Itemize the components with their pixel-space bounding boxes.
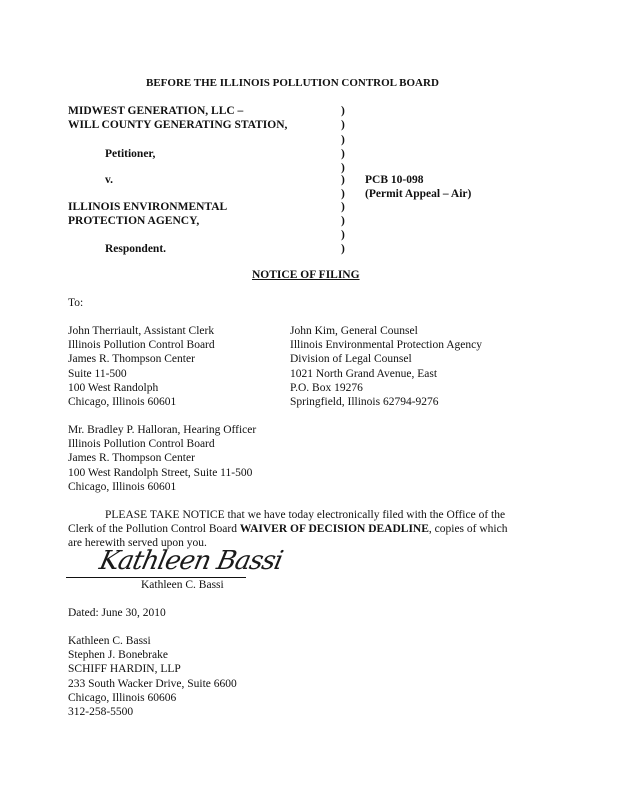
address-line: Division of Legal Counsel xyxy=(290,353,412,366)
address-line: John Therriault, Assistant Clerk xyxy=(68,325,215,337)
counsel-line: SCHIFF HARDIN, LLP xyxy=(68,663,181,676)
respondent-name-line-1: ILLINOIS ENVIRONMENTAL xyxy=(68,201,228,213)
case-type: (Permit Appeal – Air) xyxy=(365,188,472,200)
caption-bracket: ) xyxy=(341,174,345,186)
address-line: Chicago, Illinois 60601 xyxy=(68,480,177,493)
address-line: Suite 11-500 xyxy=(68,367,127,380)
respondent-role: Respondent. xyxy=(105,243,167,255)
address-line: Springfield, Illinois 62794-9276 xyxy=(290,396,439,409)
filing-date: Dated: June 30, 2010 xyxy=(68,607,166,619)
address-line: Illinois Environmental Protection Agency xyxy=(290,339,482,352)
to-label: To: xyxy=(68,297,84,309)
case-number: PCB 10-098 xyxy=(365,174,424,186)
recipient-hearing-officer-address xyxy=(68,423,256,494)
notice-title: NOTICE OF FILING xyxy=(252,269,360,281)
address-line: 1021 North Grand Avenue, East xyxy=(290,367,438,380)
address-line: 100 West Randolph xyxy=(68,381,159,394)
caption-bracket: ) xyxy=(341,162,345,174)
address-line: John Kim, General Counsel xyxy=(290,325,418,337)
signer-name: Kathleen C. Bassi xyxy=(141,579,224,591)
counsel-line: 233 South Wacker Drive, Suite 6600 xyxy=(68,677,237,690)
address-line: Mr. Bradley P. Halloran, Hearing Officer xyxy=(68,424,257,436)
caption-bracket: ) xyxy=(341,119,345,131)
recipient-clerk-address xyxy=(68,324,215,409)
body-text: , copies of which xyxy=(428,523,508,535)
petitioner-role: Petitioner, xyxy=(105,148,156,160)
board-heading: BEFORE THE ILLINOIS POLLUTION CONTROL BOARD xyxy=(146,77,439,89)
petitioner-name-line-2: WILL COUNTY GENERATING STATION, xyxy=(68,119,288,131)
counsel-line: Stephen J. Bonebrake xyxy=(68,649,168,662)
caption-bracket: ) xyxy=(341,105,345,117)
recipient-counsel-address xyxy=(290,324,482,409)
address-line: 100 West Randolph Street, Suite 11-500 xyxy=(68,466,253,479)
body-text: Clerk of the Pollution Control Board xyxy=(68,523,240,535)
notice-body-line-2 xyxy=(68,522,507,536)
respondent-name-line-2: PROTECTION AGENCY, xyxy=(68,215,200,227)
counsel-line: 312-258-5500 xyxy=(68,706,134,719)
address-line: Illinois Pollution Control Board xyxy=(68,438,215,451)
caption-bracket: ) xyxy=(341,243,345,255)
petitioner-name-line-1: MIDWEST GENERATION, LLC – xyxy=(68,105,244,117)
counsel-signature-block xyxy=(68,634,237,719)
caption-bracket: ) xyxy=(341,201,345,213)
versus: v. xyxy=(105,174,113,186)
counsel-line: Chicago, Illinois 60606 xyxy=(68,691,177,704)
caption-bracket: ) xyxy=(341,148,345,160)
address-line: James R. Thompson Center xyxy=(68,353,195,366)
caption-bracket: ) xyxy=(341,188,345,200)
notice-body-line-1: PLEASE TAKE NOTICE that we have today electronically filed with the Office of the xyxy=(105,509,506,521)
document-title: WAIVER OF DECISION DEADLINE xyxy=(239,523,429,535)
address-line: Illinois Pollution Control Board xyxy=(68,339,215,352)
handwritten-signature: Kathleen Bassi xyxy=(96,546,286,576)
caption-bracket: ) xyxy=(341,134,345,146)
address-line: P.O. Box 19276 xyxy=(290,381,363,394)
counsel-line: Kathleen C. Bassi xyxy=(68,635,151,647)
address-line: James R. Thompson Center xyxy=(68,452,195,465)
notice-body-line-3: are herewith served upon you. xyxy=(68,537,207,549)
address-line: Chicago, Illinois 60601 xyxy=(68,396,177,409)
caption-bracket: ) xyxy=(341,229,345,241)
caption-bracket: ) xyxy=(341,215,345,227)
